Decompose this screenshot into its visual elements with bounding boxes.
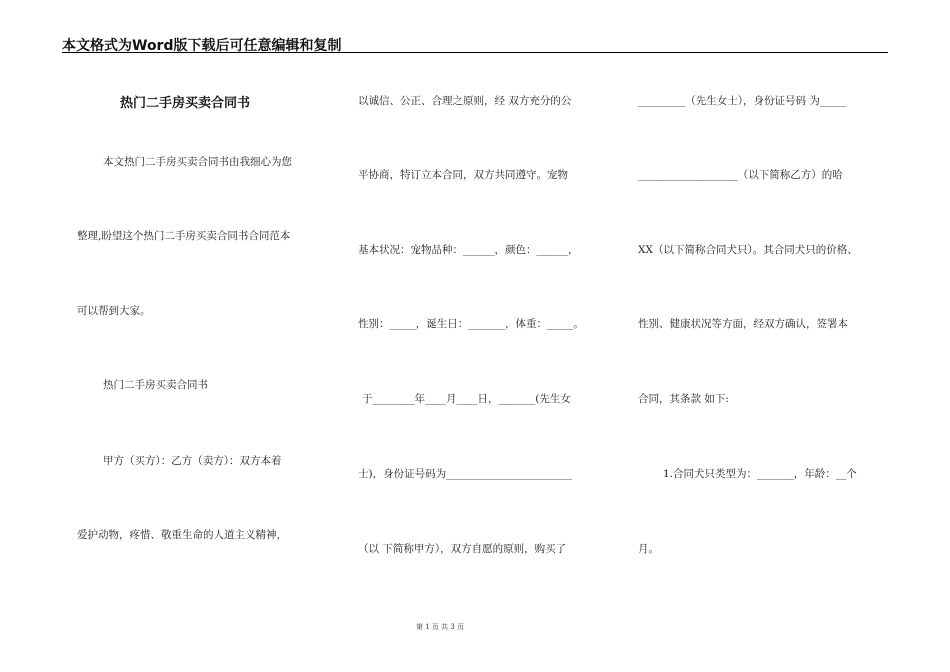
col1-line-6: 爱护动物，疼惜、敬重生命的人道主义精神， <box>77 529 287 541</box>
col3-line-1: _________（先生女士），身份证号码 为_____ <box>638 95 847 107</box>
col2-line-2: 平协商，特订立本合同，双方共同遵守。宠物 <box>358 169 568 181</box>
col1-line-2: 整理,盼望这个热门二手房买卖合同书合同范本 <box>77 230 291 242</box>
col3-line-7: 月。 <box>638 543 659 555</box>
col3-line-2: ___________________（以下简称乙方）的哈 <box>638 169 843 181</box>
document-banner: 本文格式为Word版下载后可任意编辑和复制 <box>62 38 342 54</box>
col1-line-3: 可以帮到大家。 <box>77 305 151 317</box>
col1-line-1: 本文热门二手房买卖合同书由我细心为您 <box>103 156 292 168</box>
page-number: 第 1 页 共 3 页 <box>415 623 465 631</box>
col3-line-6: 1.合同犬只类型为：_______，年龄：__个 <box>663 468 857 480</box>
col1-line-5: 甲方（买方）：乙方（卖方）：双方本着 <box>103 455 282 467</box>
col2-line-3: 基本状况：宠物品种：______，颜色：______， <box>358 244 579 256</box>
document-title: 热门二手房买卖合同书 <box>120 96 251 111</box>
col3-line-5: 合同，其条款 如下: <box>638 393 729 405</box>
col3-line-3: XX（以下简称合同犬只）。其合同犬只的价格、 <box>638 244 858 256</box>
col2-line-1: 以诚信、公正、合理之原则，经 双方充分的公 <box>358 95 572 107</box>
col2-line-7: （以 下简称甲方），双方自愿的原则，购买了 <box>358 543 567 555</box>
col2-line-4: 性别：_____，诞生日：_______，体重：_____。 <box>358 318 584 330</box>
col2-line-5: 于________年____月____日，_______(先生女 <box>362 393 571 405</box>
header-divider <box>62 52 888 53</box>
col1-line-4: 热门二手房买卖合同书 <box>103 379 208 391</box>
col2-line-6: 士)，身份证号码为________________________ <box>358 468 573 480</box>
col3-line-4: 性别、健康状况等方面，经双方确认，签署本 <box>638 318 848 330</box>
